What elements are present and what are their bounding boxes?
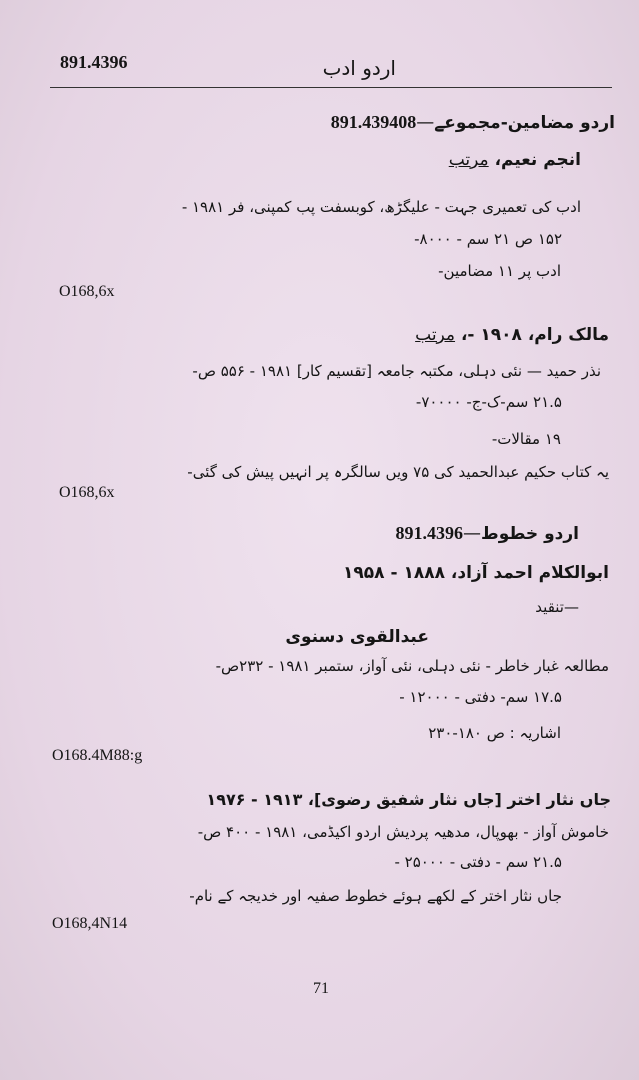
- author-name: مالک رام، ۱۹۰۸ -،: [460, 325, 609, 345]
- imprint-line: خاموش آواز - بھوپال، مدھیہ پردیش اردو اکیڈمی، ۱۹۸۱ - ۴۰۰ ص-: [197, 823, 609, 841]
- entry-note: جاں نثار اختر کے لکھے ہوئے خطوط صفیہ اور خدیجہ کے نام-: [189, 887, 562, 905]
- call-number: O168.4M88:g: [52, 747, 143, 764]
- call-number: O168,6x: [59, 484, 115, 501]
- heading-subject: اردو خطوط: [481, 524, 579, 544]
- entry-author: [449, 150, 581, 170]
- author-name: عبدالقوی دسنوی: [285, 627, 429, 647]
- subject-person: ابوالکلام احمد آزاد، ۱۸۸۸ - ۱۹۵۸: [343, 563, 609, 583]
- call-number: O168,6x: [59, 283, 115, 300]
- entry-author: [285, 627, 429, 647]
- author-role: مرتب: [448, 150, 489, 170]
- collation-line: ۱۵۲ ص ۲۱ سم - ۸۰۰۰-: [414, 230, 562, 248]
- section-heading: 891.4396—اردو خطوط: [395, 523, 579, 544]
- imprint-line: نذر حمید — نئی دہلی، مکتبہ جامعہ [تقسیم کار] ۱۹۸۱ - ۵۵۶ ص-: [192, 362, 601, 380]
- author-name: انجم نعیم،: [494, 150, 581, 170]
- header-class-number: 891.4396: [60, 52, 128, 72]
- heading-class-number: 891.4396: [395, 523, 464, 543]
- entry-note: اشاریہ : ص ۱۸۰-۲۳۰: [428, 724, 561, 742]
- entry-author: [206, 790, 611, 809]
- collation-line: ۱۷.۵ سم- دفتی - ۱۲۰۰۰ -: [399, 688, 562, 706]
- entry-author: [415, 325, 609, 345]
- author-role: مرتب: [415, 325, 456, 345]
- collation-line: ۲۱.۵ سم - دفتی - ۲۵۰۰۰ -: [394, 853, 562, 871]
- header-rule: [50, 87, 612, 88]
- entry-note: ادب پر ۱۱ مضامین-: [438, 262, 561, 280]
- heading-subject: اردو مضامین-مجموعے: [434, 113, 615, 133]
- entry-note: یہ کتاب حکیم عبدالحمید کی ۷۵ ویں سالگرہ پر انہیں پیش کی گئی-: [187, 463, 609, 481]
- call-number: O168,4N14: [52, 915, 128, 932]
- heading-class-number: 891.439408: [330, 112, 417, 132]
- running-title: اردو ادب: [322, 56, 396, 80]
- entry-note: ۱۹ مقالات-: [491, 430, 561, 448]
- page-number: 71: [313, 980, 329, 997]
- subject-subdivision: —تنقید: [535, 598, 579, 616]
- imprint-line: ادب کی تعمیری جہت - علیگڑھ، کوبسفت پب کمپنی، فر ۱۹۸۱ -: [181, 198, 581, 216]
- collation-line: ۲۱.۵ سم-ک-ج- ۷۰۰۰۰-: [415, 393, 562, 411]
- section-heading: 891.439408—اردو مضامین-مجموعے: [330, 112, 615, 133]
- imprint-line: مطالعہ غبار خاطر - نئی دہلی، نئی آواز، ستمبر ۱۹۸۱ - ۲۳۲ص-: [215, 657, 609, 675]
- author-name: جاں نثار اختر [جاں نثار شفیق رضوی]، ۱۹۱۳ - ۱۹۷۶: [206, 790, 611, 809]
